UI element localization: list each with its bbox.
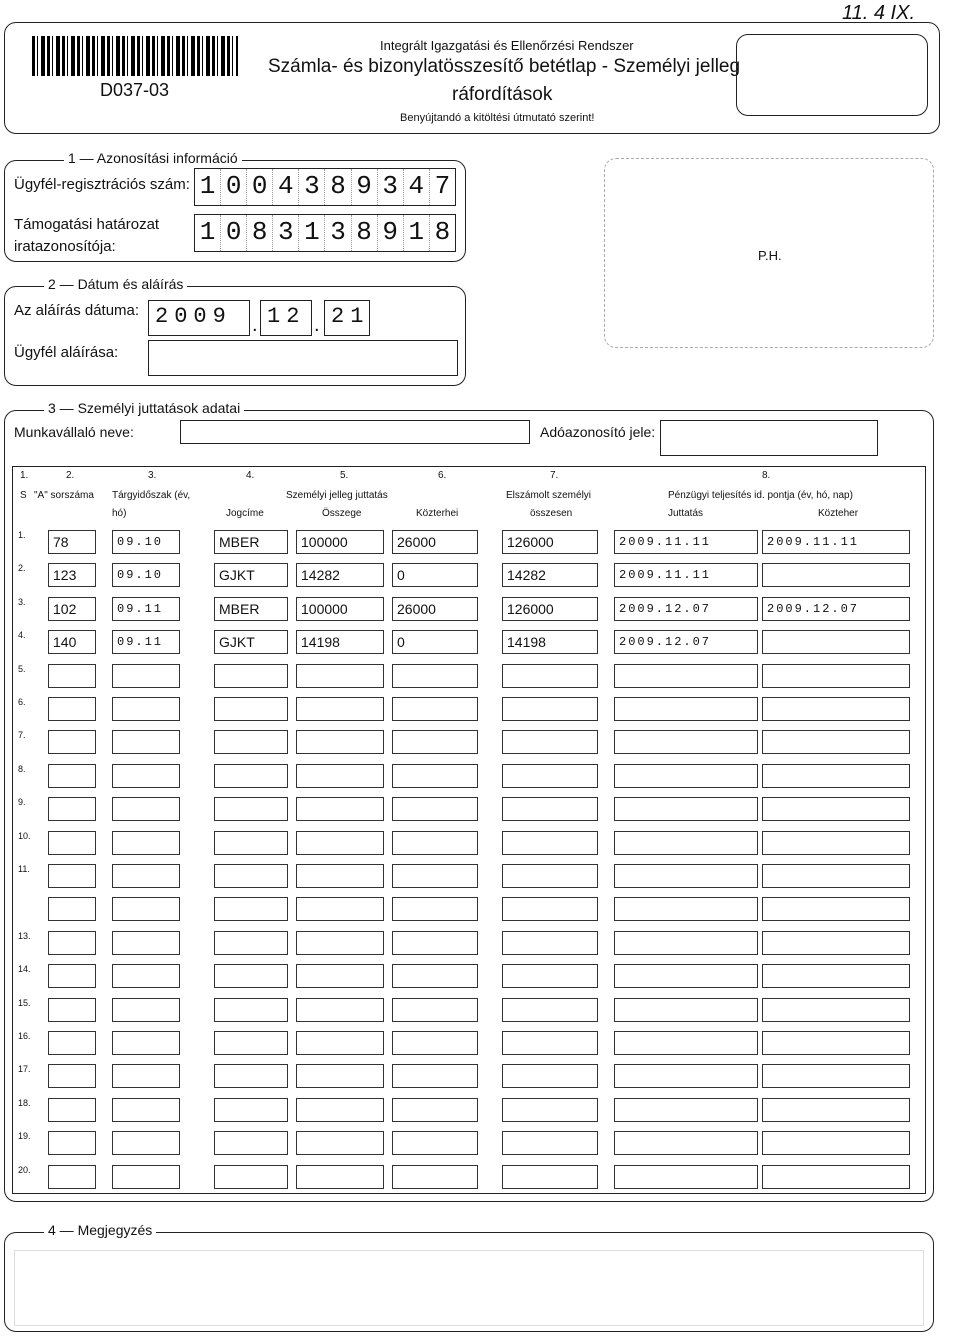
table-cell-osszeg[interactable] [296, 1098, 384, 1122]
table-cell-period[interactable] [112, 730, 180, 754]
column-number: 3. [148, 470, 157, 481]
table-cell-koz[interactable] [392, 1064, 478, 1088]
table-cell-osszeg[interactable] [296, 998, 384, 1022]
table-cell-jog[interactable] [214, 764, 288, 788]
table-cell-osszeg[interactable] [296, 764, 384, 788]
client-reg-label: Ügyfél-regisztrációs szám: [14, 176, 190, 193]
table-cell-a[interactable] [48, 831, 96, 855]
table-cell-a[interactable] [48, 1064, 96, 1088]
date-separator: . [252, 314, 258, 336]
row-number: 1. [18, 530, 26, 540]
col-header-benefit-date: Juttatás [668, 508, 704, 519]
table-cell-jutt[interactable] [614, 1131, 758, 1155]
table-cell-period[interactable] [112, 831, 180, 855]
row-number: 17. [18, 1064, 31, 1075]
table-cell-jutt[interactable] [614, 897, 758, 921]
table-cell-jutt[interactable] [614, 797, 758, 821]
table-cell-jog[interactable] [214, 1031, 288, 1055]
table-cell-period[interactable] [112, 664, 180, 688]
table-cell-elsz[interactable] [502, 1098, 598, 1122]
digit: 0 [221, 169, 247, 205]
row-number: 18. [18, 1097, 31, 1108]
signature-field[interactable] [148, 340, 458, 376]
table-cell-koz[interactable]: 0 [392, 630, 478, 654]
table-cell-jutt[interactable] [614, 998, 758, 1022]
table-cell-a[interactable]: 123 [48, 563, 96, 587]
row-number: 3. [18, 596, 26, 607]
table-cell-jutt[interactable] [614, 764, 758, 788]
table-cell-period[interactable] [112, 931, 180, 955]
tax-id-field[interactable] [660, 420, 878, 456]
row-number: 15. [18, 997, 31, 1008]
support-label-line1: Támogatási határozat [14, 216, 160, 233]
column-number: 1. [20, 470, 29, 481]
table-cell-osszeg[interactable] [296, 1064, 384, 1088]
table-cell-kozt[interactable] [762, 831, 910, 855]
table-cell-jog[interactable] [214, 831, 288, 855]
sign-date-month: 12 [260, 300, 312, 336]
table-cell-osszeg[interactable]: 100000 [296, 597, 384, 621]
system-name: Integrált Igazgatási és Ellenőrzési Rendszer [380, 38, 634, 53]
table-cell-jutt[interactable] [614, 1031, 758, 1055]
table-cell-a[interactable]: 78 [48, 530, 96, 554]
table-cell-jog[interactable] [214, 998, 288, 1022]
table-cell-koz[interactable] [392, 764, 478, 788]
table-cell-kozt[interactable]: 2009.11.11 [762, 530, 910, 554]
table-cell-koz[interactable] [392, 998, 478, 1022]
notes-field[interactable] [14, 1250, 924, 1326]
table-cell-koz[interactable]: 26000 [392, 530, 478, 554]
col-header-period-1: Tárgyidőszak (év, [112, 490, 191, 501]
col-header-benefit: Személyi jelleg juttatás [286, 490, 388, 501]
table-cell-koz[interactable] [392, 964, 478, 988]
table-cell-koz[interactable] [392, 697, 478, 721]
table-cell-elsz[interactable] [502, 764, 598, 788]
section1-title: 1 — Azonosítási információ [64, 150, 242, 166]
table-cell-kozt[interactable] [762, 630, 910, 654]
table-cell-osszeg[interactable] [296, 1031, 384, 1055]
table-cell-a[interactable]: 140 [48, 630, 96, 654]
table-cell-kozt[interactable] [762, 563, 910, 587]
table-cell-kozt[interactable] [762, 1031, 910, 1055]
table-cell-kozt[interactable] [762, 1098, 910, 1122]
column-number: 7. [550, 470, 559, 481]
table-cell-koz[interactable] [392, 864, 478, 888]
table-cell-osszeg[interactable]: 100000 [296, 530, 384, 554]
table-cell-jog[interactable] [214, 964, 288, 988]
table-cell-a[interactable] [48, 1131, 96, 1155]
table-cell-elsz[interactable] [502, 730, 598, 754]
table-cell-osszeg[interactable] [296, 664, 384, 688]
digit: 9 [378, 215, 404, 251]
sign-date-day: 21 [324, 300, 370, 336]
table-cell-jog[interactable] [214, 1098, 288, 1122]
row-number: 10. [18, 830, 31, 841]
table-cell-period[interactable]: 09.10 [112, 530, 180, 554]
table-cell-elsz[interactable] [502, 897, 598, 921]
row-number: 11. [18, 864, 30, 874]
table-cell-jog[interactable] [214, 897, 288, 921]
table-cell-jutt[interactable] [614, 697, 758, 721]
table-cell-period[interactable] [112, 764, 180, 788]
column-number: 8. [762, 470, 771, 481]
digit: 7 [434, 171, 451, 201]
table-cell-osszeg[interactable] [296, 730, 384, 754]
signature-label: Ügyfél aláírása: [14, 344, 119, 361]
row-number: 16. [18, 1031, 31, 1041]
table-cell-jog[interactable] [214, 697, 288, 721]
table-cell-jutt[interactable]: 2009.12.07 [614, 630, 758, 654]
table-cell-koz[interactable] [392, 730, 478, 754]
table-cell-osszeg[interactable]: 14198 [296, 630, 384, 654]
table-cell-elsz[interactable]: 14282 [502, 563, 598, 587]
table-cell-a[interactable] [48, 764, 96, 788]
table-cell-jog[interactable] [214, 1165, 288, 1189]
digit: 3 [378, 169, 404, 205]
row-number: 14. [18, 964, 31, 975]
table-cell-jog[interactable] [214, 797, 288, 821]
support-document-number [194, 214, 456, 252]
row-number: 6. [18, 697, 26, 707]
table-cell-jutt[interactable] [614, 931, 758, 955]
table-cell-elsz[interactable] [502, 931, 598, 955]
table-cell-jutt[interactable] [614, 1098, 758, 1122]
col-header-amount: Összege [322, 508, 362, 519]
table-cell-kozt[interactable] [762, 664, 910, 688]
table-cell-period[interactable] [112, 998, 180, 1022]
table-cell-period[interactable] [112, 1165, 180, 1189]
table-cell-period[interactable] [112, 1064, 180, 1088]
table-cell-a[interactable] [48, 998, 96, 1022]
instruction-text: Benyújtandó a kitöltési útmutató szerint! [400, 112, 595, 124]
row-number: 19. [18, 1131, 31, 1142]
digit: 1 [404, 215, 430, 251]
table-cell-jog[interactable]: MBER [214, 597, 288, 621]
table-cell-osszeg[interactable] [296, 931, 384, 955]
table-cell-jutt[interactable]: 2009.11.11 [614, 563, 758, 587]
table-cell-kozt[interactable]: 2009.12.07 [762, 597, 910, 621]
digit: 1 [299, 215, 325, 251]
table-cell-kozt[interactable] [762, 1131, 910, 1155]
table-cell-a[interactable] [48, 897, 96, 921]
table-cell-elsz[interactable] [502, 864, 598, 888]
table-cell-elsz[interactable]: 126000 [502, 597, 598, 621]
barcode [32, 36, 238, 76]
table-cell-koz[interactable] [392, 897, 478, 921]
row-number: 4. [18, 630, 26, 641]
table-cell-jutt[interactable] [614, 1165, 758, 1189]
table-cell-a[interactable] [48, 797, 96, 821]
table-cell-koz[interactable] [392, 831, 478, 855]
table-cell-jog[interactable]: MBER [214, 530, 288, 554]
table-cell-jutt[interactable] [614, 964, 758, 988]
table-cell-a[interactable] [48, 964, 96, 988]
row-number: 5. [18, 663, 26, 674]
col-header-total-1: Elszámolt személyi [506, 490, 592, 501]
table-cell-osszeg[interactable] [296, 697, 384, 721]
table-cell-kozt[interactable] [762, 964, 910, 988]
table-cell-osszeg[interactable]: 14282 [296, 563, 384, 587]
table-cell-kozt[interactable] [762, 730, 910, 754]
table-cell-jog[interactable] [214, 1064, 288, 1088]
col-header-payment-date: Pénzügyi teljesítés id. pontja (év, hó, nap) [668, 490, 853, 501]
table-cell-a[interactable] [48, 1098, 96, 1122]
table-cell-jutt[interactable] [614, 664, 758, 688]
table-cell-koz[interactable] [392, 1165, 478, 1189]
table-cell-period[interactable] [112, 1131, 180, 1155]
table-cell-koz[interactable]: 0 [392, 563, 478, 587]
table-cell-kozt[interactable] [762, 864, 910, 888]
table-cell-osszeg[interactable] [296, 1165, 384, 1189]
table-cell-elsz[interactable] [502, 697, 598, 721]
table-cell-elsz[interactable] [502, 831, 598, 855]
table-cell-jog[interactable] [214, 864, 288, 888]
table-cell-koz[interactable] [392, 931, 478, 955]
table-cell-period[interactable] [112, 697, 180, 721]
digit: 3 [325, 215, 351, 251]
column-number: 2. [66, 470, 75, 481]
table-cell-osszeg[interactable] [296, 831, 384, 855]
digit: 1 [195, 169, 221, 205]
section2-title: 2 — Dátum és aláírás [44, 276, 187, 292]
table-cell-kozt[interactable] [762, 697, 910, 721]
table-cell-jog[interactable] [214, 931, 288, 955]
form-title-line2: ráfordítások [452, 84, 553, 105]
col-header-public-charges: Közterhei [416, 508, 459, 519]
column-number: 4. [246, 470, 255, 481]
row-number: 9. [18, 797, 26, 808]
table-cell-period[interactable]: 09.10 [112, 563, 180, 587]
sign-date-label: Az aláírás dátuma: [14, 302, 140, 319]
table-cell-elsz[interactable] [502, 964, 598, 988]
column-number: 6. [438, 470, 447, 481]
table-cell-a[interactable] [48, 1031, 96, 1055]
digit: 4 [404, 169, 430, 205]
digit: 3 [299, 169, 325, 205]
employer-name-field[interactable] [180, 420, 530, 444]
table-cell-kozt[interactable] [762, 998, 910, 1022]
table-cell-elsz[interactable] [502, 664, 598, 688]
table-cell-osszeg[interactable] [296, 864, 384, 888]
date-separator: . [314, 314, 320, 336]
digit: 8 [434, 217, 451, 247]
table-cell-koz[interactable] [392, 797, 478, 821]
table-cell-jog[interactable] [214, 1131, 288, 1155]
table-cell-a[interactable] [48, 664, 96, 688]
table-cell-koz[interactable] [392, 1098, 478, 1122]
col-header-s: S [20, 490, 27, 501]
table-cell-kozt[interactable] [762, 797, 910, 821]
table-cell-koz[interactable] [392, 1131, 478, 1155]
table-cell-kozt[interactable] [762, 1064, 910, 1088]
table-cell-jutt[interactable] [614, 1064, 758, 1088]
col-header-period-2: hó) [112, 508, 127, 519]
column-number: 5. [340, 470, 349, 481]
table-cell-osszeg[interactable] [296, 897, 384, 921]
row-number: 8. [18, 763, 26, 774]
ph-label: P.H. [758, 248, 782, 263]
table-cell-kozt[interactable] [762, 1165, 910, 1189]
table-cell-period[interactable] [112, 864, 180, 888]
form-title-line1: Számla- és bizonylatösszesítő betétlap - Személyi jelleg [268, 56, 741, 77]
table-cell-period[interactable]: 09.11 [112, 630, 180, 654]
row-number: 20. [18, 1164, 31, 1175]
table-cell-jog[interactable] [214, 730, 288, 754]
table-cell-a[interactable] [48, 864, 96, 888]
table-cell-period[interactable] [112, 797, 180, 821]
support-label-line2: iratazonosítója: [14, 238, 116, 255]
digit: 0 [221, 215, 247, 251]
table-cell-period[interactable]: 09.11 [112, 597, 180, 621]
table-cell-elsz[interactable] [502, 998, 598, 1022]
table-cell-a[interactable] [48, 931, 96, 955]
table-cell-koz[interactable] [392, 664, 478, 688]
table-cell-osszeg[interactable] [296, 964, 384, 988]
table-cell-period[interactable] [112, 1031, 180, 1055]
table-cell-kozt[interactable] [762, 764, 910, 788]
section3-title: 3 — Személyi juttatások adatai [44, 400, 244, 416]
table-cell-kozt[interactable] [762, 897, 910, 921]
digit: 8 [247, 215, 273, 251]
col-header-total-2: összesen [530, 508, 573, 519]
row-number: 2. [18, 563, 26, 574]
sign-date-year: 2009 [148, 300, 250, 336]
table-cell-a[interactable] [48, 697, 96, 721]
table-cell-elsz[interactable] [502, 1031, 598, 1055]
table-cell-jutt[interactable] [614, 864, 758, 888]
table-cell-jog[interactable]: GJKT [214, 563, 288, 587]
form-code: D037-03 [100, 80, 170, 100]
table-cell-osszeg[interactable] [296, 797, 384, 821]
table-cell-a[interactable] [48, 730, 96, 754]
table-cell-jutt[interactable] [614, 730, 758, 754]
client-reg-number [194, 168, 456, 206]
table-cell-elsz[interactable] [502, 797, 598, 821]
tax-id-label: Adóazonosító jele: [540, 424, 656, 440]
col-header-a-number: "A" sorszáma [34, 490, 94, 501]
table-cell-osszeg[interactable] [296, 1131, 384, 1155]
digit: 3 [273, 215, 299, 251]
table-cell-period[interactable] [112, 964, 180, 988]
section4-title: 4 — Megjegyzés [44, 1222, 156, 1238]
header-stamp-box [736, 34, 928, 116]
row-number: 13. [18, 930, 31, 941]
digit: 9 [352, 169, 378, 205]
table-cell-koz[interactable] [392, 1031, 478, 1055]
table-cell-a[interactable] [48, 1165, 96, 1189]
table-cell-elsz[interactable]: 14198 [502, 630, 598, 654]
row-number: 7. [18, 730, 26, 741]
table-cell-elsz[interactable] [502, 1165, 598, 1189]
table-cell-elsz[interactable] [502, 1131, 598, 1155]
handwritten-reference: 11. 4 IX. [842, 2, 916, 24]
digit: 8 [352, 215, 378, 251]
table-cell-kozt[interactable] [762, 931, 910, 955]
employer-label: Munkavállaló neve: [14, 424, 134, 440]
table-cell-jutt[interactable] [614, 831, 758, 855]
col-header-charge-date: Közteher [818, 508, 859, 519]
table-cell-jog[interactable]: GJKT [214, 630, 288, 654]
digit: 0 [247, 169, 273, 205]
table-cell-jutt[interactable]: 2009.12.07 [614, 597, 758, 621]
table-cell-a[interactable]: 102 [48, 597, 96, 621]
table-cell-jutt[interactable]: 2009.11.11 [614, 530, 758, 554]
table-cell-elsz[interactable] [502, 1064, 598, 1088]
col-header-legal-basis: Jogcíme [226, 508, 264, 519]
digit: 8 [325, 169, 351, 205]
table-cell-elsz[interactable]: 126000 [502, 530, 598, 554]
digit: 1 [195, 215, 221, 251]
digit: 4 [273, 169, 299, 205]
table-cell-jog[interactable] [214, 664, 288, 688]
table-cell-period[interactable] [112, 897, 180, 921]
table-cell-period[interactable] [112, 1098, 180, 1122]
table-cell-koz[interactable]: 26000 [392, 597, 478, 621]
